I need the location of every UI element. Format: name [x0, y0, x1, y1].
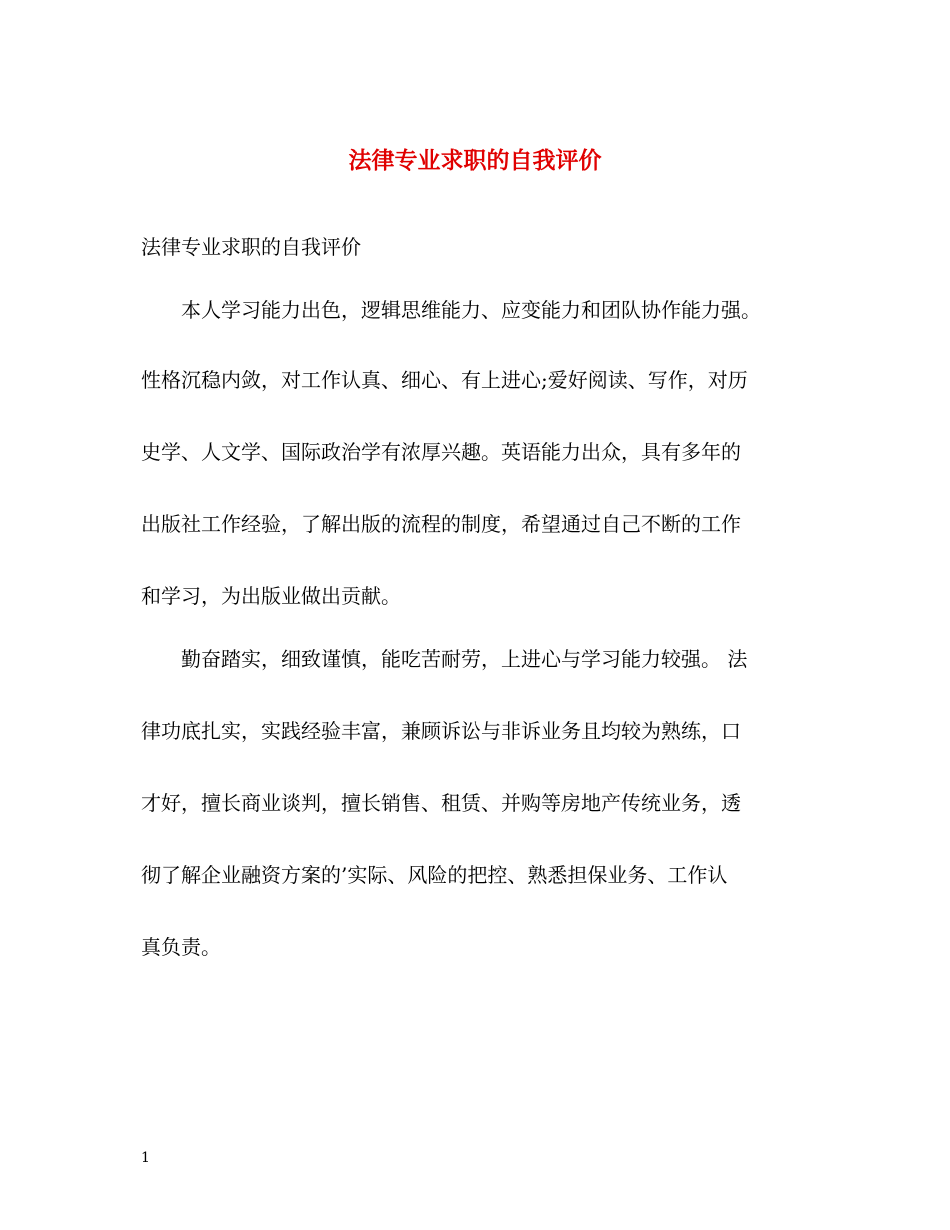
- paragraph1-line: 出版社工作经验，了解出版的流程的制度，希望通过自己不断的工作: [141, 512, 741, 536]
- document-title: 法律专业求职的自我评价: [348, 147, 602, 174]
- paragraph1-line: 本人学习能力出色，逻辑思维能力、应变能力和团队协作能力强。: [181, 298, 761, 322]
- paragraph2-line: 彻了解企业融资方案的’实际、风险的把控、熟悉担保业务、工作认: [141, 863, 728, 887]
- paragraph2-line: 勤奋踏实，细致谨慎，能吃苦耐劳，上进心与学习能力较强。 法: [181, 647, 748, 671]
- paragraph1-line: 和学习，为出版业做出贡献。: [141, 584, 401, 608]
- document-subtitle: 法律专业求职的自我评价: [141, 235, 361, 259]
- page-number: 1: [141, 1150, 150, 1166]
- paragraph1-line: 性格沉稳内敛，对工作认真、细心、有上进心;爱好阅读、写作，对历: [141, 368, 748, 392]
- paragraph2-line: 才好，擅长商业谈判，擅长销售、租赁、并购等房地产传统业务，透: [141, 791, 741, 815]
- paragraph1-line: 史学、人文学、国际政治学有浓厚兴趣。英语能力出众，具有多年的: [141, 440, 741, 464]
- paragraph2-line: 律功底扎实，实践经验丰富，兼顾诉讼与非诉业务且均较为熟练，口: [141, 719, 741, 743]
- paragraph2-line: 真负责。: [141, 935, 221, 959]
